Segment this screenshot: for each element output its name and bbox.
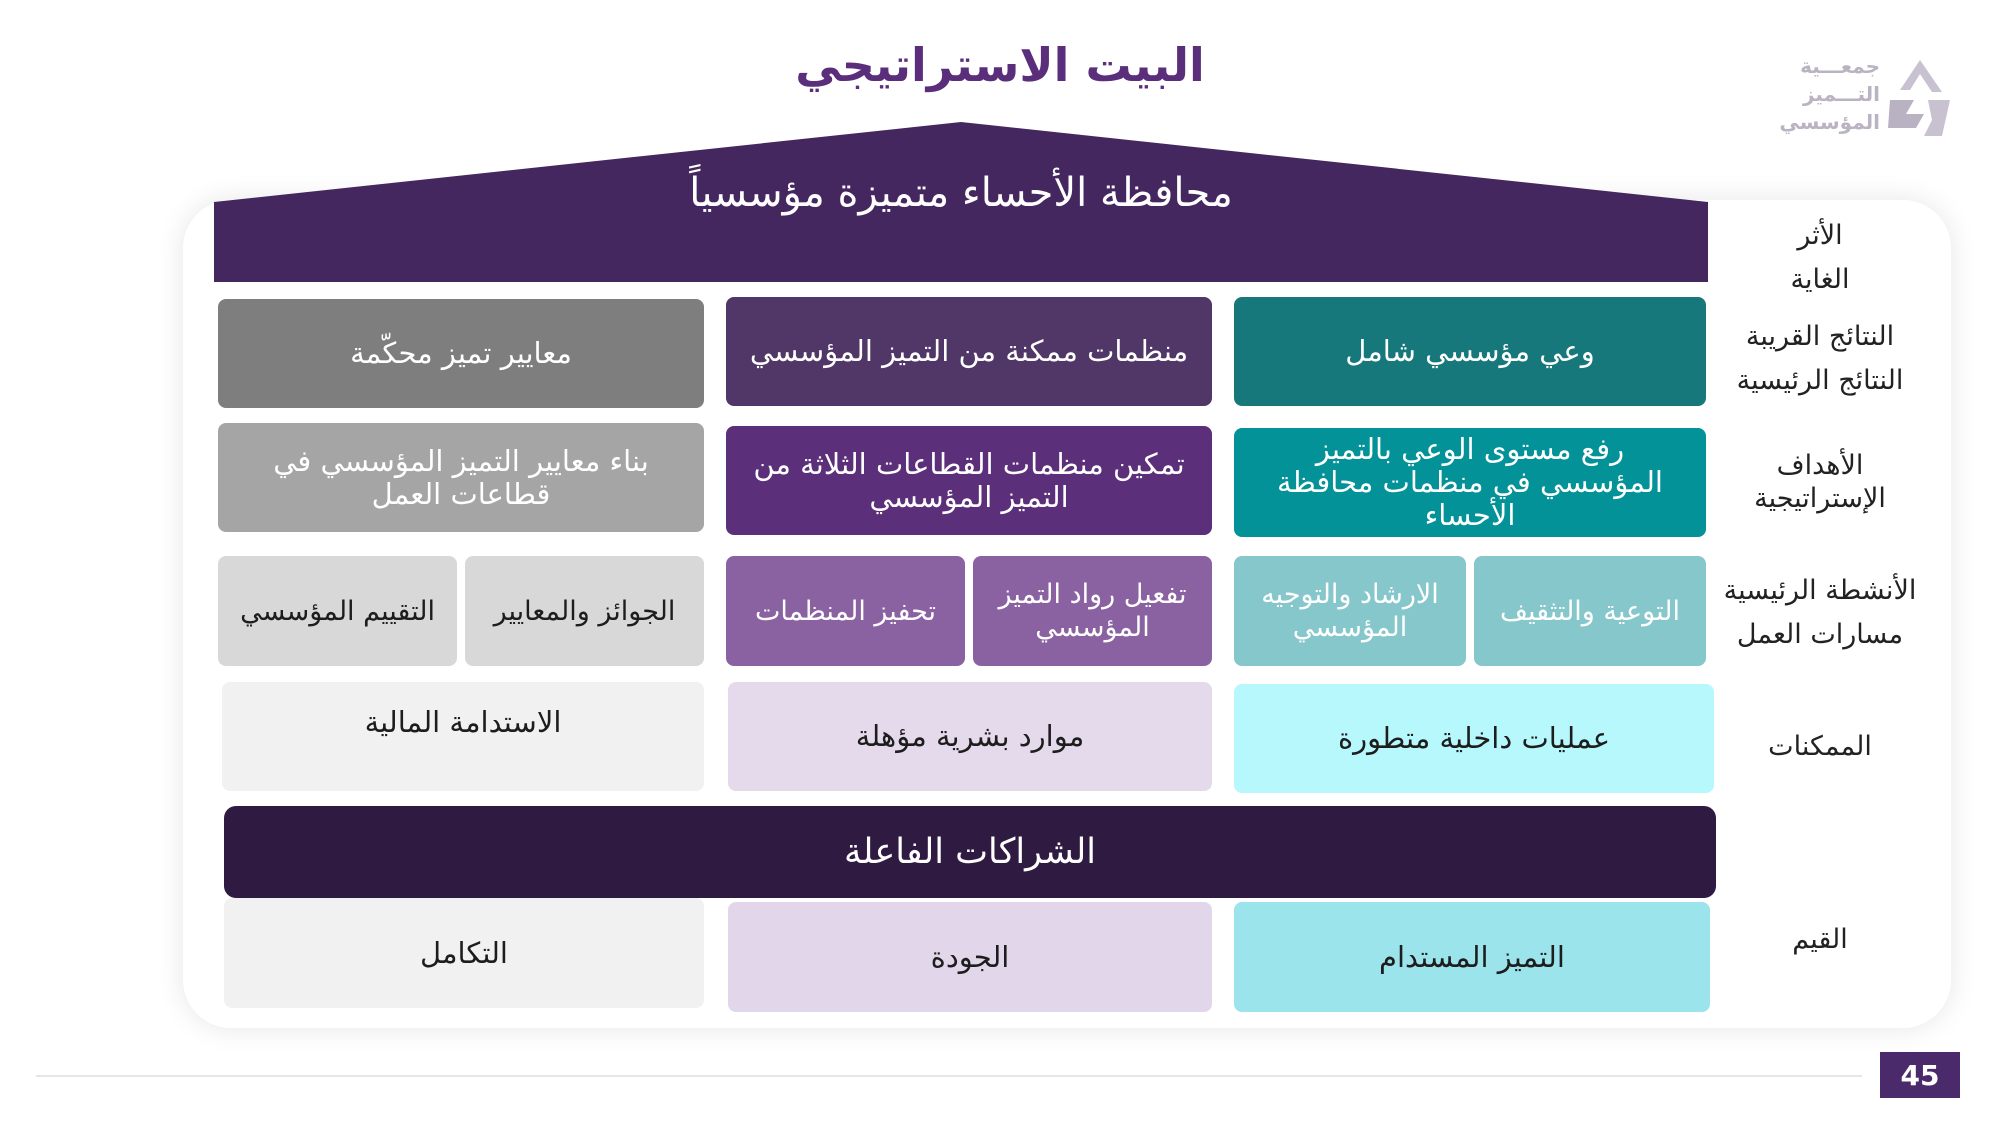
row-label-objectives-line2: الإستراتيجية <box>1754 483 1886 514</box>
logo-emblem-icon <box>1880 56 1956 142</box>
page-number: 45 <box>1880 1052 1960 1098</box>
objective-right <box>1234 428 1706 537</box>
objective-left-text: بناء معايير التميز المؤسسي في قطاعات العمل <box>273 443 649 511</box>
activity-right-a <box>1474 556 1706 666</box>
enabler-right-text: عمليات داخلية متطورة <box>1337 721 1611 755</box>
activity-middle-a-text: تفعيل رواد التميز المؤسسي <box>998 579 1187 643</box>
footer-divider <box>36 1075 1862 1077</box>
result-right-text: وعي مؤسسي شامل <box>1345 334 1595 368</box>
objective-right-text: رفع مستوى الوعي بالتميز المؤسسي في منظمات محافظة الأحساء <box>1277 432 1663 532</box>
enabler-middle-text: موارد بشرية مؤهلة <box>855 719 1085 753</box>
enabler-left-text: الاستدامة المالية <box>364 705 562 739</box>
enabler-middle <box>728 682 1212 791</box>
logo-line-3: المؤسسي <box>1779 110 1880 134</box>
value-middle <box>728 902 1212 1012</box>
activity-middle-b <box>726 556 965 666</box>
result-left-text: معايير تميز محكّمة <box>350 336 572 370</box>
partnerships-band <box>224 806 1716 898</box>
result-right <box>1234 297 1706 406</box>
row-label-activities: الأنشطة الرئيسية <box>1723 575 1917 606</box>
objective-left <box>218 423 704 532</box>
objective-middle-text: تمكين منظمات القطاعات الثلاثة من التميز المؤسسي <box>753 446 1185 514</box>
result-middle <box>726 297 1212 406</box>
activity-left-a-text: الجوائز والمعايير <box>493 595 676 627</box>
activity-middle-a <box>973 556 1212 666</box>
row-label-objectives-line1: الأهداف <box>1776 450 1864 481</box>
value-right-text: التميز المستدام <box>1379 939 1565 974</box>
activity-left-b <box>218 556 457 666</box>
result-left <box>218 299 704 408</box>
page-title: البيت الاستراتيجي <box>795 38 1205 92</box>
row-label-near-results: النتائج القريبة <box>1745 321 1895 352</box>
logo-line-2: التـــميز <box>1802 82 1880 106</box>
enabler-right <box>1234 684 1714 793</box>
row-label-main-results: النتائج الرئيسية <box>1736 365 1904 396</box>
logo-line-1: جمعـــية <box>1800 54 1880 78</box>
activity-right-b-text: الارشاد والتوجيه المؤسسي <box>1261 579 1439 643</box>
value-left-text: التكامل <box>420 935 508 970</box>
activity-left-b-text: التقييم المؤسسي <box>240 595 435 627</box>
row-label-values: القيم <box>1792 924 1848 955</box>
row-label-impact: الأثر <box>1797 220 1843 251</box>
logo <box>1750 52 1960 152</box>
activity-middle-b-text: تحفيز المنظمات <box>754 595 937 627</box>
value-middle-text: الجودة <box>930 939 1010 974</box>
activity-right-a-text: التوعية والتثقيف <box>1500 595 1680 627</box>
value-right <box>1234 902 1710 1012</box>
value-left <box>224 898 704 1008</box>
activity-right-b <box>1234 556 1466 666</box>
result-middle-text: منظمات ممكنة من التميز المؤسسي <box>749 334 1189 368</box>
row-label-work-paths: مسارات العمل <box>1736 619 1904 650</box>
row-label-enablers: الممكنات <box>1768 731 1872 762</box>
logo-text <box>1760 52 1880 136</box>
enabler-left <box>222 682 704 791</box>
objective-middle <box>726 426 1212 535</box>
activity-left-a <box>465 556 704 666</box>
row-label-goal: الغاية <box>1790 264 1850 295</box>
partnerships-text: الشراكات الفاعلة <box>843 831 1097 872</box>
vision-text: محافظة الأحساء متميزة مؤسسياً <box>689 170 1233 216</box>
